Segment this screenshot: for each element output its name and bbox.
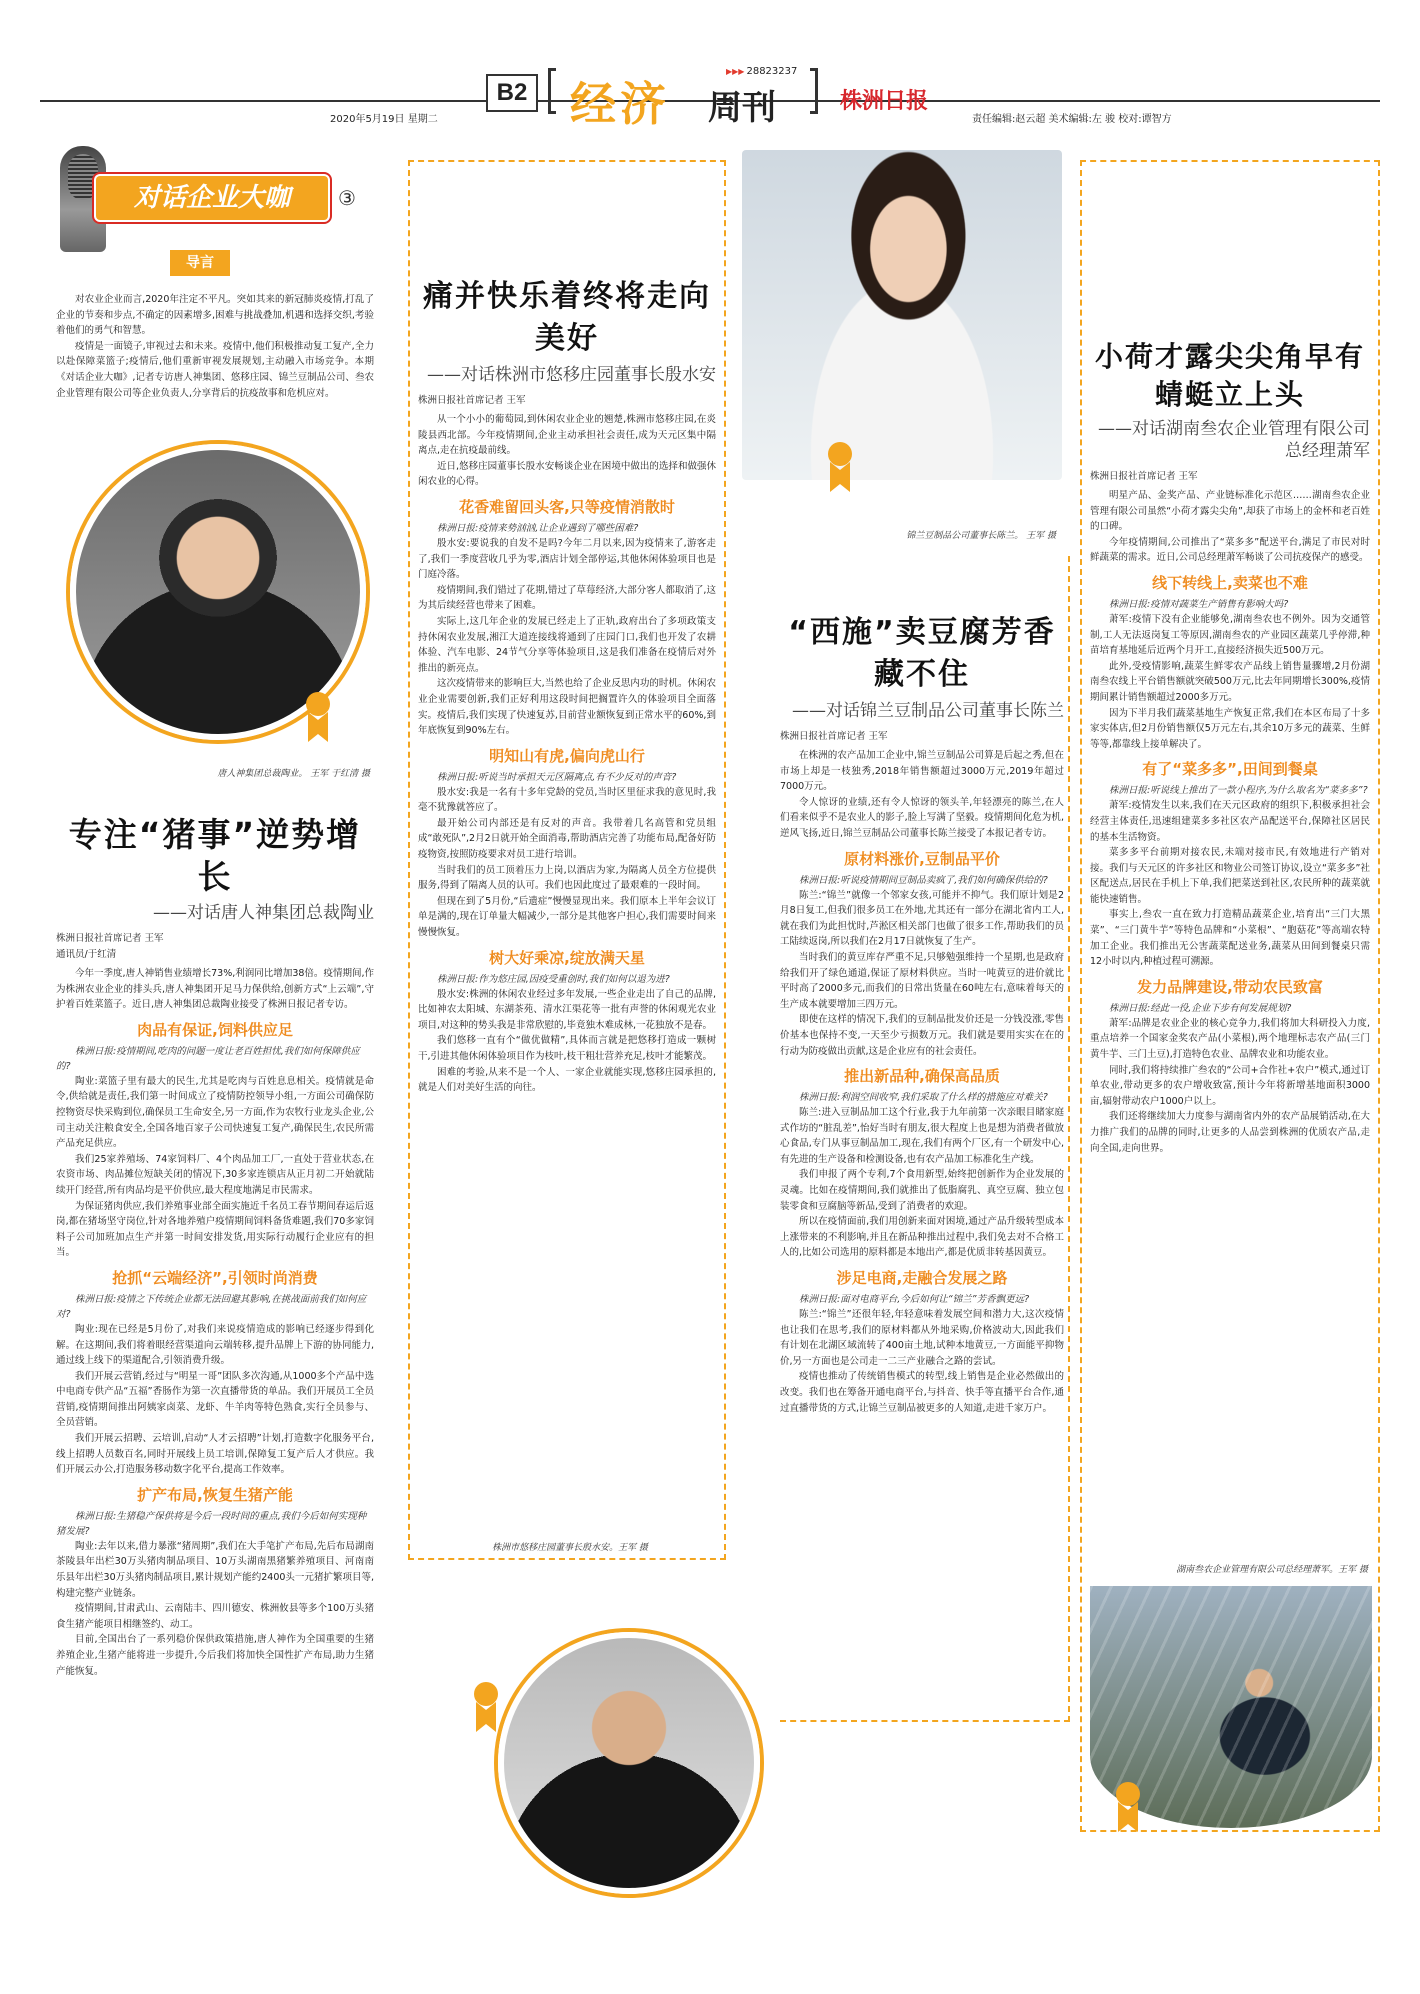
answer-paragraph: 我们25家养殖场、74家饲料厂、4个肉品加工厂,一直处于营业状态,在农资市场、肉品摊位短缺关闭的情况下,30多家连锁店从正月初二开始就陆续开门经营,所有肉品均是平价供应,最大程度地满足市民需求。 (56, 1153, 374, 1196)
lead-paragraph: 今年疫情期间,公司推出了“菜多多”配送平台,满足了市民对时鲜蔬菜的需求。近日,公司总经理萧军畅谈了公司抗疫保产的感受。 (1090, 536, 1370, 564)
answer-paragraph: 我们申报了两个专利,7个食用新型,始终把创新作为企业发展的灵魂。比如在疫情期间,我们就推出了低脂腐乳、真空豆腐、独立包装零食和豆腐脑等新品,受到了消费者的欢迎。 (780, 1169, 1064, 1212)
answer-paragraph: 我们开展云招聘、云培训,启动“人才云招聘”计划,打造数字化服务平台,线上招聘人员数百名,同时开展线上员工培训,保障复工复产后人才供应。我们开展云办公,打造服务移动数字化平台,提高工作效率。 (56, 1433, 374, 1476)
article-title: “西施”卖豆腐芳香藏不住 (788, 615, 1056, 692)
section-heading: 推出新品种,确保高品质 (844, 1067, 1000, 1086)
photo-caption-xiao: 湖南叁农企业管理有限公司总经理萧军。王军 摄 (1176, 1565, 1368, 1575)
photo-caption-chen-lan: 锦兰豆制品公司董事长陈兰。 王军 摄 (906, 531, 1056, 541)
ribbon-icon (822, 440, 858, 492)
answer-paragraph: 当时我们的黄豆库存严重不足,只够勉强维持一个星期,也是政府给我们开了绿色通道,保证了原材料供应。当时一吨黄豆的进价就比平时高了2000多元,而我们的日常出货量在60吨左右,意味着每天的生产成本就要增加三四万元。 (780, 951, 1064, 1010)
guide-label: 导言 (170, 250, 230, 276)
article-xiao-jun (1090, 338, 1370, 1156)
byline: 株洲日报社首席记者 王军 (780, 731, 888, 742)
intro-paragraph: 对农业企业而言,2020年注定不平凡。突如其来的新冠肺炎疫情,打乱了企业的节奏和步点,不确定的因素增多,困难与挑战叠加,机遇和选择交织,考验着他们的勇气和智慧。 (56, 294, 374, 337)
article-title: 小荷才露尖尖角早有蜻蜓立上头 (1094, 340, 1365, 411)
answer-paragraph: 萧军:疫情发生以来,我们在天元区政府的组织下,积极承担社会经营主体责任,迅速组建菜多多社区农产品配送平台,保障社区居民的基本生活物资。 (1090, 800, 1370, 843)
question: 株洲日报:疫情之下传统企业都无法回避其影响,在挑战面前我们如何应对? (56, 1293, 367, 1320)
article-subtitle: ——对话湖南叁农企业管理有限公司总经理萧军 (1098, 419, 1370, 461)
question: 株洲日报:作为悠庄园,因疫受重创时,我们如何以退为进? (437, 973, 670, 985)
section-title: 经济 (570, 77, 670, 131)
intro-block (56, 292, 374, 401)
answer-paragraph: 所以在疫情面前,我们用创新来面对困境,通过产品升级转型成本上涨带来的不利影响,并且在新品种推出过程中,我们免去对不合格工人的,比如公司选用的原料都是本地出产,都是优质非转基因黄豆。 (780, 1216, 1064, 1259)
answer-paragraph: 即使在这样的情况下,我们的豆制品批发价还是一分钱没涨,零售价基本也保持不变,一天至少亏损数万元。我们就是要用实实在在的行动为防疫做出贡献,这是企业应有的社会责任。 (780, 1014, 1064, 1057)
article-chen-lan (780, 612, 1064, 1416)
answer-paragraph: 最开始公司内部还是有反对的声音。我带着几名高管和党员组成“敢死队”,2月2日就开始全面消毒,帮助酒店完善了功能布局,配备好防疫物资,按照防疫要求对员工进行培训。 (418, 817, 716, 861)
question: 株洲日报:听说线上推出了一款小程序,为什么取名为“菜多多”? (1109, 785, 1368, 797)
answer-paragraph: 菜多多平台前期对接农民,未端对接市民,有效地进行产销对接。我们与天元区的许多社区和物业公司签订协议,设立“菜多多”社区配送点,居民在手机上下单,我们把菜送到社区,农民所种的蔬菜就能快速销售。 (1090, 847, 1370, 905)
answer-paragraph: 为保证猪肉供应,我们养殖事业部全面实施近千名员工春节期间春运后返岗,都在猪场坚守岗位,针对各地养殖户疫情期间饲料备货难题,我们70多家饲料子公司加班加点生产并第一时间安排发货,用实际行动履行企业应有的担当。 (56, 1200, 374, 1259)
section-heading: 扩产布局,恢复生猪产能 (137, 1485, 293, 1504)
answer-paragraph: 目前,全国出台了一系列稳价保供政策措施,唐人神作为全国重要的生猪养殖企业,生猪产能将进一步提升,今后我们将加快全国性扩产布局,助力生猪产能恢复。 (56, 1634, 374, 1677)
answer-paragraph: 疫情期间,我们错过了花期,错过了草莓经济,大部分客人都取消了,这为其后续经营也带来了困难。 (418, 584, 716, 612)
answer-paragraph: 萧军:疫情下没有企业能够免,湖南叁农也不例外。因为交通管制,工人无法返岗复工等原因,湖南叁农的产业园区蔬菜几乎停滞,种苗培育基地延后近两个月开工,直接经济损失近500万元。 (1090, 613, 1370, 657)
answer-paragraph: 陈兰:“锦兰”就像一个邻家女孩,可能并不抑气。我们原计划是2月8日复工,但我们很多员工在外地,尤其还有一部分在湖北省内工人,就在我们为此担忧时,芦淞区相关部门也做了很多工作,帮助我们的员工陆续返岗,所以我们在2月17日就恢复了生产。 (780, 889, 1064, 948)
hotline-number: ▶▶▶ 28823237 (726, 66, 797, 77)
section-heading: 原材料涨价,豆制品平价 (844, 849, 1000, 868)
section-heading: 花香难留回头客,只等疫情消散时 (459, 497, 675, 516)
answer-paragraph: 困难的考验,从来不是一个人、一家企业就能实现,悠移庄园承担的,就是人们对美好生活的向往。 (418, 1066, 716, 1094)
answer-paragraph: 陈兰:“锦兰”还很年轻,年轻意味着发展空间和潜力大,这次疫情也让我们在思考,我们的原材料都从外地采购,价格波动大,因此我们有计划在北湖区域流转了400亩土地,试种本地黄豆,一方面能平抑物价,另一方面也是公司走一二三产业融合之路的尝试。 (780, 1309, 1064, 1367)
series-badge (60, 146, 356, 256)
lead-paragraph: 明星产品、金奖产品、产业链标准化示范区……湖南叁农企业管理有限公司虽然“小荷才露尖尖角”,却获了市场上的金杯和老百姓的口碑。 (1090, 490, 1370, 533)
question: 株洲日报:听说疫情期间豆制品卖疯了,我们如何确保供给的? (799, 874, 1048, 886)
answer-paragraph: 陶业:现在已经是5月份了,对我们来说疫情造成的影响已经逐步得到化解。在这期间,我们将着眼经营渠道向云端转移,提升品牌上下游的协同能力,通过线上线下的渠道配合,引领消费升级。 (56, 1323, 374, 1367)
section-subtitle: 周刊 (708, 88, 776, 128)
question: 株洲日报:面对电商平台,今后如何让“锦兰”芳香飘更远? (799, 1294, 1030, 1306)
article-tao-ye (56, 814, 374, 1679)
article-title: 专注“猪事”逆势增长 (68, 815, 362, 896)
answer-paragraph: 当时我们的员工顶着压力上岗,以酒店为家,为隔离人员全方位提供服务,得到了隔离人员的认可。我们也因此度过了最艰难的一段时间。 (418, 864, 716, 892)
answer-paragraph: 疫情也推动了传统销售模式的转型,线上销售是企业必然做出的改变。我们也在筹备开通电商平台,与抖音、快手等直播平台合作,通过直播带货的方式,让锦兰豆制品被更多的人知道,走进千家万户。 (780, 1371, 1064, 1414)
section-heading: 肉品有保证,饲料供应足 (137, 1020, 293, 1039)
article-yin-shuian (418, 276, 716, 1096)
section-heading: 有了“菜多多”,田间到餐桌 (1142, 760, 1318, 779)
answer-paragraph: 我们还将继续加大力度参与湖南省内外的农产品展销活动,在大力推广我们的品牌的同时,让更多的人品尝到株洲的优质农产品,走向全国,走向世界。 (1090, 1111, 1370, 1154)
lead-paragraph: 令人惊讶的业绩,还有令人惊讶的领头羊,年轻漂亮的陈兰,在人们看来似乎不是农业人的影子,脸上写满了坚毅。疫情期间化危为机,逆风飞扬,近日,锦兰豆制品公司董事长陈兰接受了本报记者专访。 (780, 796, 1064, 839)
answer-paragraph: 殷水安:要说我的自发不是吗?今年二月以来,因为疫情来了,游客走了,我们一季度营收几乎为零,酒店计划全部停运,其他休闲体验项目也是门庭冷落。 (418, 537, 716, 581)
section-heading: 涉足电商,走融合发展之路 (836, 1269, 1008, 1288)
photo-caption-yin: 株洲市悠移庄园董事长殷水安。王军 摄 (492, 1543, 648, 1553)
question: 株洲日报:疫情来势汹汹,让企业遇到了哪些困难? (437, 522, 639, 534)
answer-paragraph: 殷水安:我是一名有十多年党龄的党员,当时区里征求我的意见时,我毫不犹豫就答应了。 (418, 786, 716, 814)
question: 株洲日报:疫情期间,吃肉的问题一度让老百姓担忧,我们如何保障供应的? (56, 1045, 360, 1072)
section-heading: 抢抓“云端经济”,引领时尚消费 (112, 1268, 318, 1287)
answer-paragraph: 这次疫情带来的影响巨大,当然也给了企业反思内功的时机。休闲农业企业需要创新,我们正好利用这段时间把搁置许久的体验项目全面落实。疫情后,我们实现了快速复苏,目前营业额恢复到正常水平的60%,到年底恢复到90%左右。 (418, 678, 716, 737)
editor-credits: 责任编辑:赵云超 美术编辑:左 骏 校对:谭智方 (972, 114, 1172, 125)
answer-paragraph: 陈兰:进入豆制品加工这个行业,我于九年前第一次亲眼目睹家庭式作坊的“脏乱差”,怡好当时有朋友,很大程度上也是想为消费者做放心食品,专门从事豆制品加工,现在,我们有两个厂区,有一个研发中心,有先进的生产设备和检测设备,也有农产品加工标准化生产线。 (780, 1107, 1064, 1165)
page-number: B2 (486, 74, 538, 112)
photo-caption-tao-ye: 唐人神集团总裁陶业。 王军 于红清 摄 (217, 769, 370, 779)
answer-paragraph: 我们悠移一直有个“做优做精”,具体而言就是把悠移打造成一颗树干,引进其他休闲体验项目作为枝叶,枝干粗壮营养充足,枝叶才能繁茂。 (418, 1035, 716, 1062)
bracket-right (810, 68, 818, 114)
series-number: ③ (338, 186, 356, 210)
page-header (40, 62, 1380, 132)
ribbon-icon (1110, 1780, 1146, 1832)
question: 株洲日报:生猪稳产保供将是今后一段时间的重点,我们今后如何实现种猪发展? (56, 1510, 367, 1537)
answer-paragraph: 此外,受疫情影响,蔬菜生鲜零农产品线上销售量骤增,2月份湖南叁农线上平台销售额就突破500万元,比去年同期增长300%,疫情期间累计销售额超过2000多万元。 (1090, 660, 1370, 703)
answer-paragraph: 殷水安:株洲的休闲农业经过多年发展,一些企业走出了自己的品牌,比如神农太阳城、东湖茶苑、清水江渠花等一批有声誉的休闲观光农业项目,对这种的势头我是非常欣慰的,毕竟独木难成林,一花独放不是春。 (418, 988, 716, 1031)
newspaper-logo: 株洲日报 (840, 88, 929, 114)
section-heading: 明知山有虎,偏向虎山行 (489, 746, 645, 765)
photo-yin-shuian (498, 1632, 760, 1894)
article-title: 痛并快乐着终将走向美好 (423, 279, 711, 356)
answer-paragraph: 疫情期间,甘肃武山、云南陆丰、四川德安、株洲攸县等多个100万头猪食生猪产能项目相继签约、动工。 (56, 1603, 374, 1630)
byline: 株洲日报社首席记者 王军 (418, 395, 526, 406)
question: 株洲日报:听说当时承担天元区隔离点,有不少反对的声音? (437, 771, 677, 783)
question: 株洲日报:经此一役,企业下步有何发展规划? (1109, 1002, 1292, 1014)
section-heading: 线下转线上,卖菜也不难 (1152, 573, 1308, 592)
series-label: 对话企业大咖 (96, 176, 328, 220)
bracket-left (548, 68, 556, 114)
section-heading: 树大好乘凉,绽放满天星 (489, 948, 645, 967)
section-heading: 发力品牌建设,带动农民致富 (1137, 977, 1323, 996)
byline: 株洲日报社首席记者 王军 (56, 933, 164, 944)
lead-paragraph: 近日,悠移庄园董事长殷水安畅谈企业在困境中做出的选择和做强休闲农业的心得。 (418, 460, 716, 488)
question: 株洲日报:疫情对蔬菜生产销售有影响大吗? (1109, 598, 1289, 610)
answer-paragraph: 同时,我们将持续推广叁农的“公司+合作社+农户”模式,通过订单农业,带动更多的农户增收致富,预计今年将新增基地面积3000亩,辐射带动农户1000户以上。 (1090, 1064, 1370, 1107)
question: 株洲日报:利润空间收窄,我们采取了什么样的措施应对难关? (799, 1092, 1048, 1104)
article-subtitle: ——对话株洲市悠移庄园董事长殷水安 (427, 365, 716, 385)
answer-paragraph: 萧军:品牌是农业企业的核心竞争力,我们将加大科研投入力度,重点培养一个国家金奖农产品(小菜根),两个地理标志农产品(三门黄牛芋、三门土豆),打造特色农业、品牌农业和功能农业。 (1090, 1017, 1370, 1061)
article-subtitle: ——对话唐人神集团总裁陶业 (153, 903, 374, 923)
answer-paragraph: 陶业:去年以来,借力暴涨“猪周期”,我们在大手笔扩产布局,先后布局湖南茶陵县年出栏30万头猪肉制品项目、10万头湖南黑猪繁养殖项目、河南南乐县年出栏30万头猪肉制品项目,累计规划产能约2400头一元猪扩繁项目等,构建完整产业链条。 (56, 1540, 374, 1599)
answer-paragraph: 但现在到了5月份,“后遗症”慢慢显现出来。我们原本上半年会议订单是满的,现在订单量大幅减少,一部分是其他客户担心,我们需要时间来慢慢恢复。 (418, 895, 716, 939)
lead-paragraph: 从一个小小的葡萄园,到休闲农业企业的翘楚,株洲市悠移庄园,在炎陵县西北部。今年疫情期间,企业主动承担社会责任,成为天元区集中隔离点,走在抗疫最前线。 (418, 414, 716, 457)
lead-paragraph: 今年一季度,唐人神销售业绩增长73%,利润同比增加38倍。疫情期间,作为株洲农业企业的排头兵,唐人神集团开足马力保供给,创新方式“上云端”,守护着百姓菜篮子。近日,唐人神集团总裁陶业接受了株洲日报记者专访。 (56, 968, 374, 1011)
byline: 株洲日报社首席记者 王军 (1090, 471, 1198, 482)
answer-paragraph: 因为下半月我们蔬菜基地生产恢复正常,我们在本区布局了十多家实体店,但2月份销售额仅5万元左右,其余10万多元的蔬菜、生鲜等等,都靠线上接单解决了。 (1090, 707, 1370, 750)
answer-paragraph: 实际上,这几年企业的发展已经走上了正轨,政府出台了多项政策支持休闲农业发展,湘江大道连接线将通到了庄园门口,我们也开发了农耕体验、汽车电影、24节气分享等体验项目,这是我们准备在疫情后对外推出的新亮点。 (418, 615, 716, 674)
ribbon-icon (300, 690, 336, 742)
answer-paragraph: 陶业:菜篮子里有最大的民生,尤其是吃肉与百姓息息相关。疫情就是命令,供给就是责任,我们第一时间成立了疫情防控领导小组,一方面公司确保防控物资尽快采购到位,确保员工生命安全,另一方面,作为农牧行业龙头企业,公司主动关注粮食安全,全国各地百家子公司快速复工复产,确保民生,农民所需产品充足供应。 (56, 1075, 374, 1150)
lead-paragraph: 在株洲的农产品加工企业中,锦兰豆制品公司算是后起之秀,但在市场上却是一枝独秀,2018年销售额超过3000万元,2019年超过7000万元。 (780, 750, 1064, 793)
photo-chen-lan (742, 150, 1062, 480)
intro-paragraph: 疫情是一面镜子,审视过去和未来。疫情中,他们积极推动复工复产,全力以赴保障菜篮子;疫情后,他们重新审视发展规划,主动融入市场竞争。本期《对话企业大咖》,记者专访唐人神集团、悠移庄园、锦兰豆制品公司、叁农企业管理有限公司等企业负责人,分享背后的抗疫故事和危机应对。 (56, 340, 374, 399)
article-subtitle: ——对话锦兰豆制品公司董事长陈兰 (792, 701, 1064, 721)
ribbon-icon (468, 1680, 504, 1732)
byline-secondary: 通讯员/于红清 (56, 949, 117, 960)
answer-paragraph: 事实上,叁农一直在致力打造精品蔬菜企业,培育出“三门大黑菜”、“三门黄牛芋”等特色品牌和“小菜根”、“胞菇花”等高端农特加工企业。我们推出无公害蔬菜配送业务,蔬菜从田间到餐桌只需12小时以内,种植过程可溯源。 (1090, 909, 1370, 968)
answer-paragraph: 我们开展云营销,经过与“明星一哥”团队多次沟通,从1000多个产品中选中电商专供产品“五福”香肠作为第一次直播带货的单品。我们开展员工全员营销,疫情期间推出阿姨家卤菜、龙虾、牛羊肉等特色熟食,实行全员参与、全员营销。 (56, 1370, 374, 1429)
issue-date: 2020年5月19日 星期二 (330, 114, 438, 125)
